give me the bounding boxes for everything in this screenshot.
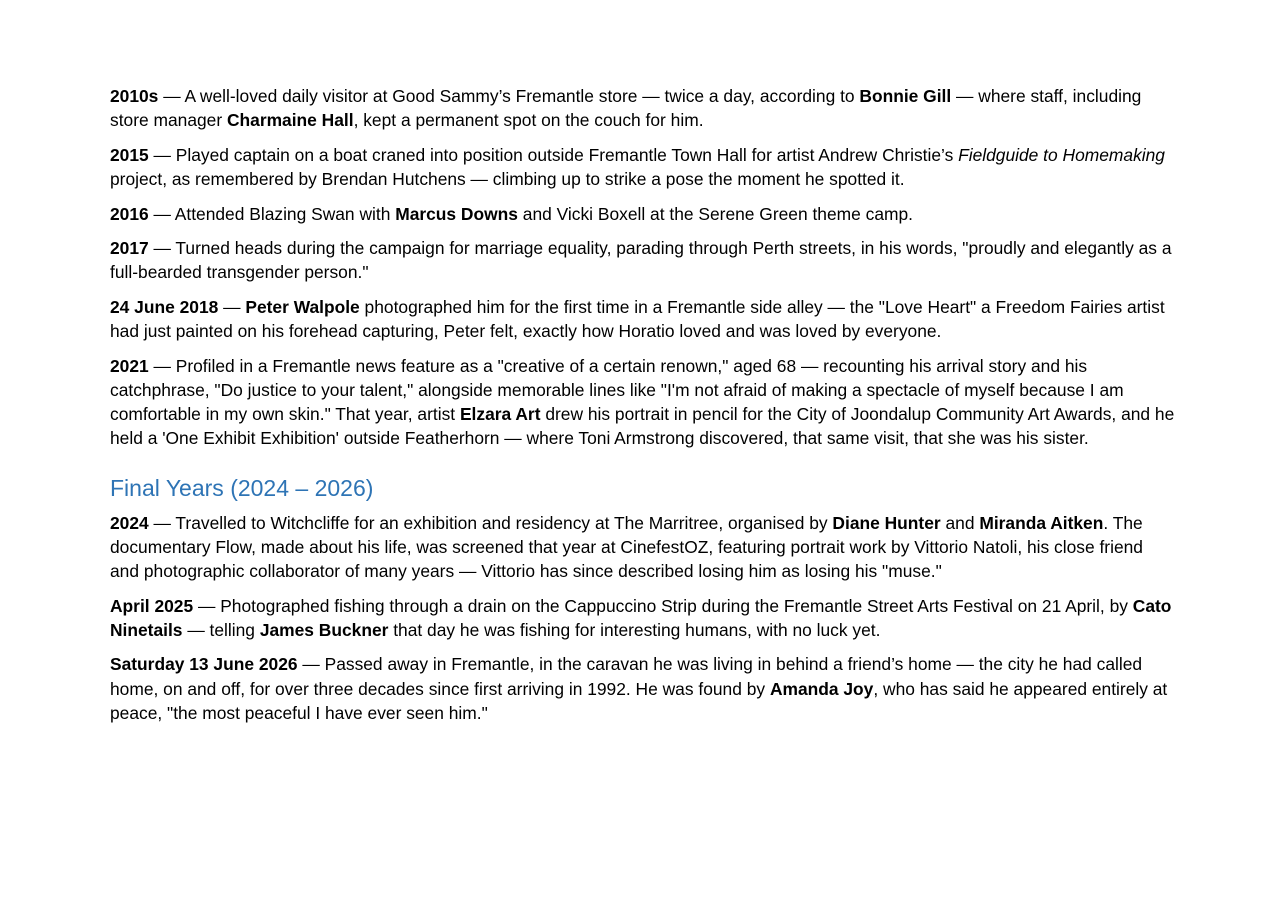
entry-text: drew his portrait in pencil for the City of Joondalup Community Art Awards, and he held a 'One Exhibit Exhibition' outside Featherhorn — where Toni Armstrong discovered, that same visit, that she was his sister. bbox=[110, 404, 1175, 449]
timeline-part-2 bbox=[110, 511, 1175, 725]
entry-text: — Attended Blazing Swan with bbox=[148, 203, 396, 224]
entry-text: — A well-loved daily visitor at Good Sammy’s Fremantle store — twice a day, according to bbox=[158, 86, 860, 106]
entry-text: photographed him for the first time in a Fremantle side alley — the "Love Heart" a Freedom Fairies artist had just painted on his forehead capturing, Peter felt, exactly how Horatio loved and was loved by everyone. bbox=[110, 296, 1165, 342]
entry-date: 2016 bbox=[110, 203, 149, 224]
entry-text: — Played captain on a boat craned into position outside Fremantle Town Hall for artist Andrew Christie’s bbox=[148, 144, 959, 165]
timeline-entry bbox=[110, 511, 1175, 584]
person-name: Amanda Joy bbox=[769, 678, 874, 699]
project-title: Fieldguide to Homemaking bbox=[958, 144, 1165, 165]
entry-text: project, as remembered by Brendan Hutchens — climbing up to strike a pose the moment he spotted it. bbox=[110, 169, 905, 189]
entry-text: — Turned heads during the campaign for marriage equality, parading through Perth streets, in his words, "proudly and elegantly as a full-bearded transgender person." bbox=[110, 238, 1172, 283]
person-name: Cato Ninetails bbox=[110, 595, 1172, 640]
timeline-entry bbox=[110, 202, 1175, 226]
entry-date: 24 June 2018 bbox=[110, 296, 219, 317]
timeline-entry bbox=[110, 354, 1175, 451]
entry-text: that day he was fishing for interesting humans, with no luck yet. bbox=[388, 619, 881, 640]
entry-text: . The documentary Flow, made about his life, was screened that year at CinefestOZ, featuring portrait work by Vittorio Natoli, his close friend and photographic collaborator of many years — Vittorio has since described losing him as losing his "muse." bbox=[110, 512, 1143, 581]
entry-text: — where staff, including store manager bbox=[110, 86, 1142, 131]
entry-date: 2021 bbox=[110, 355, 149, 376]
entry-date: Saturday 13 June 2026 bbox=[110, 654, 298, 675]
person-name: Bonnie Gill bbox=[859, 86, 952, 106]
timeline-entry bbox=[110, 652, 1175, 725]
entry-text: — Travelled to Witchcliffe for an exhibition and residency at The Marritree, organised by bbox=[148, 512, 833, 533]
person-name: Peter Walpole bbox=[245, 296, 360, 317]
entry-text: , who has said he appeared entirely at peace, "the most peaceful I have ever seen him." bbox=[110, 678, 1168, 723]
person-name: Diane Hunter bbox=[832, 512, 941, 533]
entry-text: — Passed away in Fremantle, in the caravan he was living in behind a friend’s home — the city he had called home, on and off, for over three decades since first arriving in 1992. He was found by bbox=[110, 654, 1143, 699]
entry-date: 2024 bbox=[110, 512, 149, 533]
timeline-entry bbox=[110, 594, 1175, 642]
entry-text: — telling bbox=[182, 619, 260, 640]
timeline-entry bbox=[110, 236, 1175, 284]
entry-date: 2015 bbox=[110, 144, 149, 165]
entry-date: 2010s bbox=[110, 86, 159, 106]
entry-text: and Vicki Boxell at the Serene Green theme camp. bbox=[517, 203, 913, 224]
timeline-part-1 bbox=[110, 84, 1175, 451]
person-name: Miranda Aitken bbox=[979, 512, 1104, 533]
entry-date: April 2025 bbox=[110, 595, 194, 616]
timeline-entry bbox=[110, 295, 1175, 343]
entry-text: and bbox=[940, 512, 980, 533]
person-name: Charmaine Hall bbox=[226, 110, 354, 131]
document-page bbox=[110, 84, 1175, 735]
entry-text: — Profiled in a Fremantle news feature as a "creative of a certain renown," aged 68 — recounting his arrival story and his catchphrase, "Do justice to your talent," alongside memorable lines like "I'm not afraid of making a spectacle of myself because I am comfortable in my own skin." That year, artist bbox=[110, 355, 1124, 425]
person-name: James Buckner bbox=[259, 619, 389, 640]
person-name: Marcus Downs bbox=[395, 203, 518, 224]
timeline-entry bbox=[110, 143, 1175, 191]
entry-date: 2017 bbox=[110, 238, 149, 259]
entry-text: — Photographed fishing through a drain on the Cappuccino Strip during the Fremantle Street Arts Festival on 21 April, by bbox=[193, 595, 1133, 616]
person-name: Elzara Art bbox=[459, 404, 541, 425]
entry-text: , kept a permanent spot on the couch for him. bbox=[353, 110, 704, 131]
section-heading-final-years: Final Years (2024 – 2026) bbox=[110, 474, 374, 501]
entry-text: — bbox=[218, 296, 246, 317]
timeline-entry bbox=[110, 84, 1175, 132]
